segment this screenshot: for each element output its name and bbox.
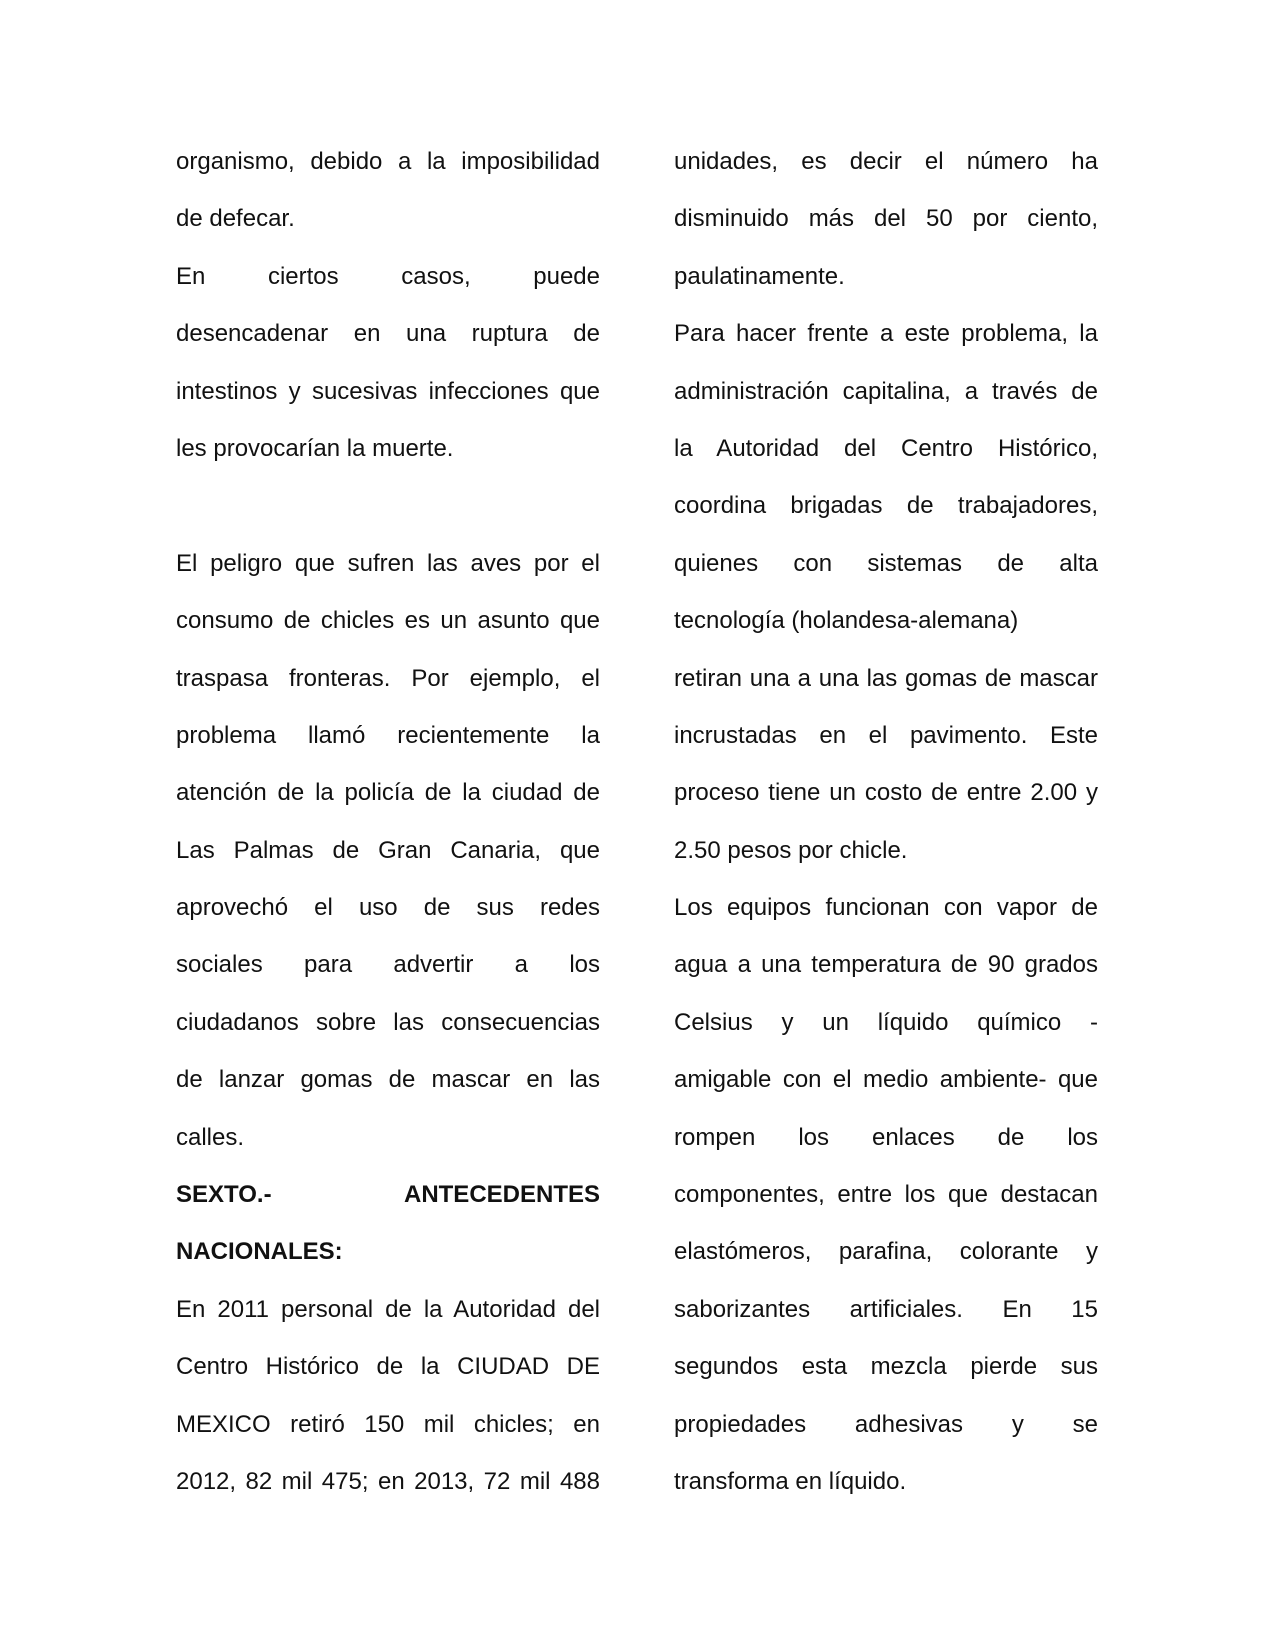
text-line: Para hacer frente a este problema, la — [674, 320, 1098, 348]
text-line: 2012, 82 mil 475; en 2013, 72 mil 488 — [176, 1467, 600, 1495]
text-line: coordina brigadas de trabajadores, — [674, 492, 1098, 520]
text-line: les provocarían la muerte. — [176, 434, 454, 462]
text-line: disminuido más del 50 por ciento, — [674, 205, 1098, 233]
text-line: administración capitalina, a través de — [674, 377, 1098, 405]
text-line: En 2011 personal de la Autoridad del — [176, 1295, 600, 1323]
text-line: segundos esta mezcla pierde sus — [674, 1353, 1098, 1381]
text-line: Celsius y un líquido químico - — [674, 1008, 1098, 1036]
text-line: elastómeros, parafina, colorante y — [674, 1238, 1098, 1266]
text-line: consumo de chicles es un asunto que — [176, 607, 600, 635]
text-line: desencadenar en una ruptura de — [176, 320, 600, 348]
text-line: sociales para advertir a los — [176, 951, 600, 979]
text-line: En ciertos casos, puede — [176, 262, 600, 290]
right-column — [674, 133, 1098, 1510]
blank-line — [176, 477, 600, 534]
section-heading-line: NACIONALES: — [176, 1238, 343, 1266]
text-line: atención de la policía de la ciudad de — [176, 779, 600, 807]
text-line: 2.50 pesos por chicle. — [674, 836, 908, 864]
text-line: agua a una temperatura de 90 grados — [674, 951, 1098, 979]
text-line: propiedades adhesivas y se — [674, 1410, 1098, 1438]
text-line: incrustadas en el pavimento. Este — [674, 721, 1098, 749]
text-line: paulatinamente. — [674, 262, 845, 290]
text-line: quienes con sistemas de alta — [674, 549, 1098, 577]
text-line: organismo, debido a la imposibilidad — [176, 148, 600, 175]
left-column — [176, 133, 600, 1510]
text-line: Centro Histórico de la CIUDAD DE — [176, 1353, 600, 1381]
text-line: rompen los enlaces de los — [674, 1123, 1098, 1151]
text-line: la Autoridad del Centro Histórico, — [674, 434, 1098, 462]
text-line: ciudadanos sobre las consecuencias — [176, 1008, 600, 1036]
text-line: transforma en líquido. — [674, 1467, 907, 1495]
section-heading-line: SEXTO.- ANTECEDENTES — [176, 1181, 600, 1209]
text-line: Los equipos funcionan con vapor de — [674, 894, 1098, 922]
text-line: de lanzar gomas de mascar en las — [176, 1066, 600, 1094]
text-line: unidades, es decir el número ha — [674, 148, 1098, 175]
text-line: aprovechó el uso de sus redes — [176, 894, 600, 922]
text-line: traspasa fronteras. Por ejemplo, el — [176, 664, 600, 692]
text-line: de defecar. — [176, 205, 295, 233]
text-line: tecnología (holandesa-alemana) — [674, 607, 1019, 635]
text-line: intestinos y sucesivas infecciones que — [176, 377, 600, 405]
text-line: retiran una a una las gomas de mascar — [674, 664, 1098, 692]
text-line: componentes, entre los que destacan — [674, 1181, 1098, 1209]
text-line: saborizantes artificiales. En 15 — [674, 1295, 1098, 1323]
text-line: Las Palmas de Gran Canaria, que — [176, 836, 600, 864]
text-line: MEXICO retiró 150 mil chicles; en — [176, 1410, 600, 1438]
text-line: proceso tiene un costo de entre 2.00 y — [674, 779, 1098, 807]
text-line: problema llamó recientemente la — [176, 721, 600, 749]
text-line: calles. — [176, 1123, 245, 1151]
text-line: amigable con el medio ambiente- que — [674, 1066, 1098, 1094]
text-line: El peligro que sufren las aves por el — [176, 549, 600, 577]
